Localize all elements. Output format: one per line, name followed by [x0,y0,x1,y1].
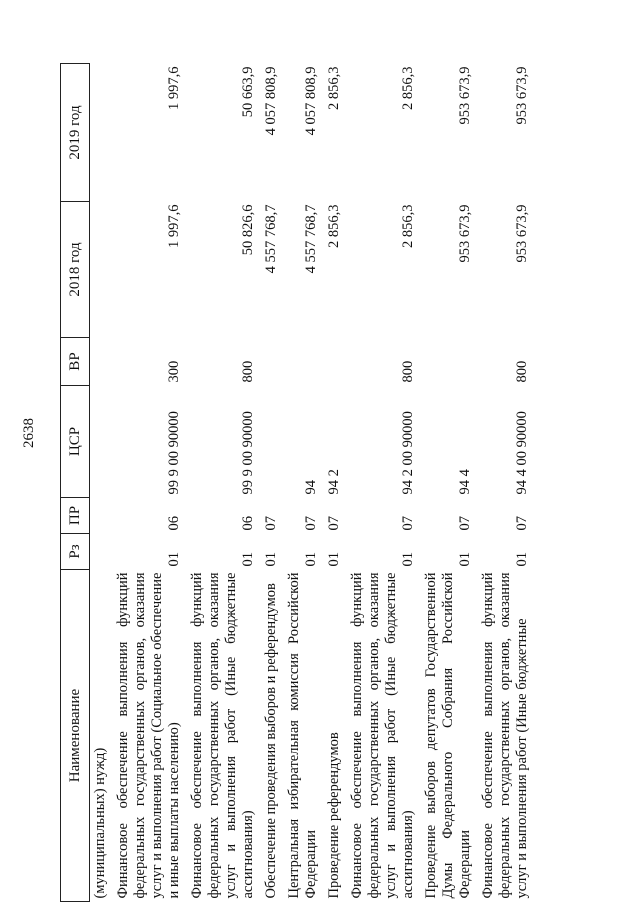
row-2019: 2 856,3 [326,66,342,110]
row-2018: 953 673,9 [457,204,473,263]
row-name: Финансовое обеспечение выполнения функций федеральных государственных органов, оказания услуг и выполнения работ (Иные бюджетные ассигнования) [189,572,256,899]
row-csr [90,386,113,498]
row-pr: 06 [166,516,182,531]
row-2019: 1 997,6 [166,66,182,110]
row-rz [90,534,113,570]
row-csr: 94 2 [326,469,342,495]
header-vr: ВР [61,338,90,386]
row-rz: 01 [326,552,342,567]
row-name: Финансовое обеспечение выполнения функций федеральных государственных органов, оказания услуг и выполнения работ (Иные бюджетные [480,572,530,899]
row-vr [323,338,346,386]
row-2018: 953 673,9 [514,204,530,263]
row-vr [90,338,113,386]
row-2019: 953 673,9 [457,66,473,125]
row-rz: 01 [240,552,256,567]
row-2019 [90,64,113,202]
header-name: Наименование [61,570,90,902]
row-pr: 06 [240,516,256,531]
row-csr: 94 [303,480,319,495]
row-vr: 300 [166,360,182,383]
row-2018: 4 557 768,7 [263,204,279,274]
page-number: 2638 [21,418,37,448]
header-csr: ЦСР [61,386,90,498]
row-pr: 07 [514,516,530,531]
row-2019: 953 673,9 [514,66,530,125]
row-2018: 1 997,6 [166,204,182,248]
row-vr [260,338,283,386]
row-2019: 50 663,9 [240,66,256,118]
row-vr [420,338,477,386]
row-pr: 07 [303,516,319,531]
row-rz: 01 [514,552,530,567]
row-2019: 2 856,3 [400,66,416,110]
row-pr: 07 [263,516,279,531]
table-header-row [61,64,90,902]
row-csr [260,386,283,498]
header-rz: Рз [61,534,90,570]
table-row [346,64,420,902]
row-pr: 07 [400,516,416,531]
row-vr: 800 [400,360,416,383]
row-name: Проведение референдумов [326,732,342,899]
row-rz: 01 [400,552,416,567]
budget-table [60,63,534,902]
table-row [112,64,186,902]
row-vr: 800 [514,360,530,383]
row-rz: 01 [263,552,279,567]
row-2018: 4 557 768,7 [303,204,319,274]
row-csr: 94 4 00 90000 [514,411,530,495]
row-name: Финансовое обеспечение выполнения функций федеральных государственных органов, оказания услуг и выполнения работ (Социальное обеспечение и иные выплаты населению) [115,572,182,899]
table-row [477,64,534,902]
table-row [260,64,283,902]
row-name: Обеспечение проведения выборов и референдумов [263,583,279,899]
row-csr: 99 9 00 90000 [240,411,256,495]
row-name: (муниципальных) нужд) [92,747,108,899]
row-csr: 94 4 [457,469,473,495]
row-name: Центральная избирательная комиссия Российской Федерации [286,572,319,899]
table-row [90,64,113,902]
row-pr: 07 [457,516,473,531]
row-2018: 2 856,3 [400,204,416,248]
header-pr: ПР [61,498,90,534]
row-rz: 01 [457,552,473,567]
row-csr: 94 2 00 90000 [400,411,416,495]
row-name: Финансовое обеспечение выполнения функций федеральных государственных органов, оказания услуг и выполнения работ (Иные бюджетные ассигнования) [349,572,416,899]
row-pr: 07 [326,516,342,531]
row-2018: 50 826,6 [240,204,256,256]
header-2019: 2019 год [61,64,90,202]
row-rz: 01 [303,552,319,567]
rotated-page-content [60,62,580,902]
row-2019: 4 057 808,9 [263,66,279,136]
row-2019: 4 057 808,9 [303,66,319,136]
row-rz: 01 [166,552,182,567]
row-2018: 2 856,3 [326,204,342,248]
row-vr: 800 [240,360,256,383]
row-pr [90,498,113,534]
header-2018: 2018 год [61,202,90,338]
table-row [186,64,260,902]
table-row [323,64,346,902]
row-2018 [90,202,113,338]
table-row [283,64,323,902]
table-row [420,64,477,902]
row-name: Проведение выборов депутатов Государственной Думы Федерального Собрания Российской Федерации [423,572,473,899]
row-csr: 99 9 00 90000 [166,411,182,495]
row-vr [283,338,323,386]
